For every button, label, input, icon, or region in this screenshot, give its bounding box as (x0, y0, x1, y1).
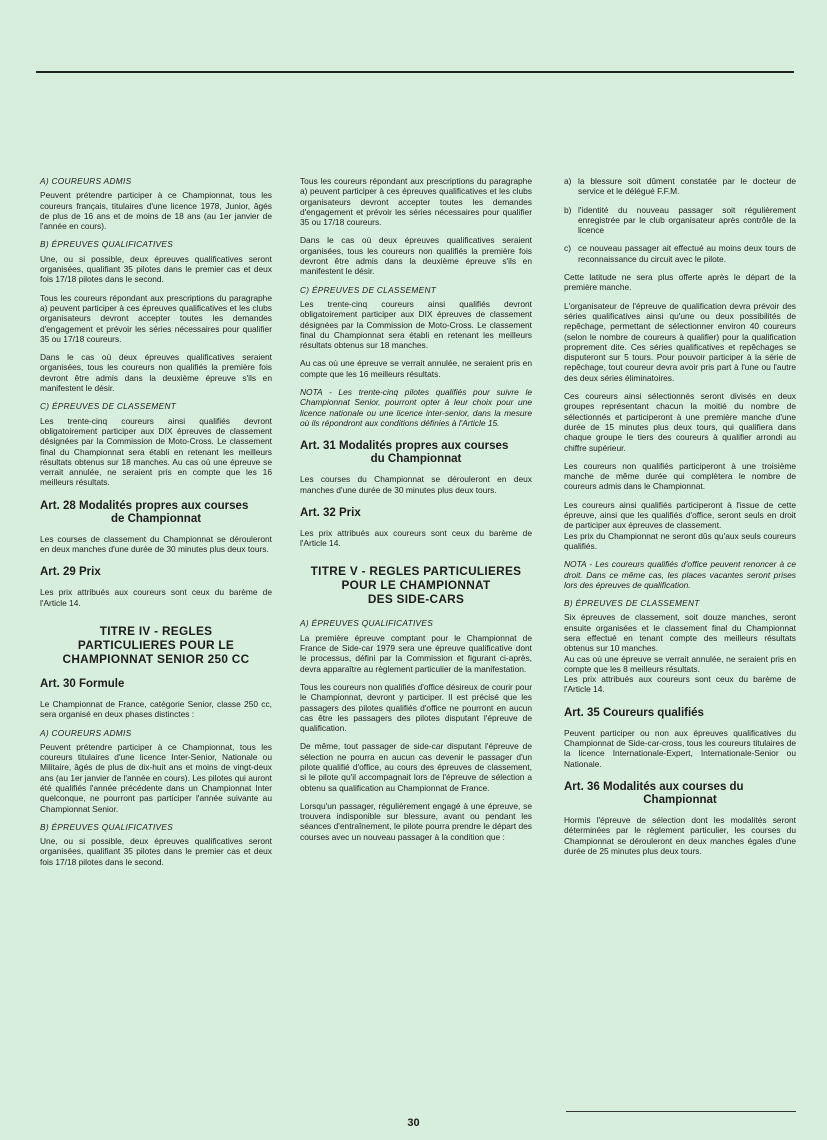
article-heading-line: Championnat (643, 793, 717, 806)
paragraph: Les prix du Championnat ne seront dûs qu'aux seuls coureurs qualifiés. (564, 530, 796, 551)
titre-line: TITRE V - REGLES PARTICULIERES (310, 564, 522, 579)
paragraph: Les trente-cinq coureurs ainsi qualifiés devront obligatoirement participer aux DIX épreuves de classement désignées par la Commission de Moto-Cross. Le classement final du Championnat sera établi en retenant les meilleurs résultats obtenus sur 18 manches. Au cas où une épreuve se verrait annulée, ne seraient pris en compte que les 16 meilleurs résultats. (40, 415, 272, 488)
nota-note: NOTA - Les coureurs qualifiés d'office peuvent renoncer à ce droit. Dans ce même cas, les places vacantes seront prises lors des épreuves de qualification. (564, 559, 796, 590)
paragraph: La première épreuve comptant pour le Championnat de France de Side-car 1979 sera une épreuve qualificative dont le processus, défini par la Commission et figurant ci-après, devra apparaître au règlement particulier de la manifestation. (300, 632, 532, 674)
paragraph: Les courses du Championnat se dérouleront en deux manches d'une durée de 30 minutes plus deux tours. (300, 474, 532, 495)
paragraph: Hormis l'épreuve de sélection dont les modalités seront déterminées par le règlement particulier, les courses du Championnat se dérouleront en deux manches égales d'une durée de 25 minutes plus deux tours. (564, 814, 796, 856)
paragraph: De même, tout passager de side-car disputant l'épreuve de sélection ne pourra en aucun cas devenir le passager d'un pilote qualifié d'office, au cours des épreuves de classement, si le pilote qu'il accompagnait lors de l'épreuve de sélection a obtenu sa qualification au Championnat de France. (300, 741, 532, 793)
page-number: 30 (407, 1117, 420, 1129)
paragraph: Dans le cas où deux épreuves qualificatives seraient organisées, tous les coureurs non qualifiés la première fois devront être admis dans la deuxième épreuve s'ils en manifestent le désir. (300, 235, 532, 277)
paragraph: Six épreuves de classement, soit douze manches, seront ensuite organisées et le classement final du Championnat sera effectué en tenant compte des meilleurs résultats obtenus sur 10 manches. (564, 612, 796, 654)
paragraph: Tous les coureurs répondant aux prescriptions du paragraphe a) peuvent participer à ces épreuves qualificatives et les clubs organisateurs devront accepter toutes les demandes d'engagement et prévoir les séries nécessaires pour qualifier 35 ou 17/18 coureurs. (40, 292, 272, 344)
paragraph: Les coureurs ainsi qualifiés participeront à l'issue de cette épreuve, ainsi que les qualifiés d'office, seront seuls en droit de participer aux épreuves de classement. (564, 499, 796, 531)
paragraph: Les trente-cinq coureurs ainsi qualifiés devront obligatoirement participer aux DIX épreuves de classement désignées par la Commission de Moto-Cross. Le classement final du Championnat sera établi en retenant les meilleurs résultats obtenus sur 18 manches. (300, 298, 532, 351)
paragraph: Les coureurs non qualifiés participeront à une troisième manche de même durée qui complètera le nombre de coureurs admis dans le Championnat. (564, 460, 796, 492)
article-28-heading (40, 500, 272, 526)
list-marker: c) (564, 243, 571, 254)
paragraph: Au cas où une épreuve se verrait annulée, ne seraient pris en compte que les 8 meilleurs résultats. (564, 653, 796, 674)
paragraph: Peuvent prétendre participer à ce Championnat, tous les coureurs français, titulaires d'une licence 1978, Junior, âgés de plus de 16 ans et de moins de 18 ans (au 1er janvier de l'année en cours). (40, 190, 272, 232)
paragraph: Ces coureurs ainsi sélectionnés seront divisés en deux groupes représentant chacun la moitié du nombre de sélectionnés et participeront à une première manche d'une durée de 15 minutes plus deux tours, qui qualifiera dans chaque groupe le tiers des coureurs à qualifier arrondi au chiffre supérieur. (564, 391, 796, 453)
paragraph: Les prix attribués aux coureurs sont ceux du barème de l'Article 14. (300, 527, 532, 549)
section-title: B) ÉPREUVES DE CLASSEMENT (564, 598, 700, 609)
bottom-rule (566, 1111, 796, 1112)
paragraph: Une, ou si possible, deux épreuves qualificatives seront organisées, qualifiant 35 pilotes dans le premier cas et deux fois 17/18 pilotes dans le second. (40, 836, 272, 867)
column-3 (564, 176, 796, 864)
paragraph: Dans le cas où deux épreuves qualificatives seraient organisées, tous les coureurs non qualifiés la première fois devront être admis dans la deuxième épreuve s'ils en manifestent le désir. (40, 352, 272, 394)
top-rule (36, 71, 794, 73)
paragraph: Au cas où une épreuve se verrait annulée, ne seraient pris en compte que les 16 meilleurs résultats. (300, 358, 532, 379)
list-marker: a) (564, 176, 572, 186)
section-title: C) ÉPREUVES DE CLASSEMENT (40, 401, 177, 412)
column-1 (40, 176, 272, 875)
column-2 (300, 176, 532, 850)
section-title: A) ÉPREUVES QUALIFICATIVES (300, 618, 434, 629)
paragraph: Le Championnat de France, catégorie Senior, classe 250 cc, sera organisé en deux phases distinctes : (40, 698, 272, 720)
article-heading-line: Art. 31 Modalités propres aux courses (300, 440, 509, 453)
list-item (564, 176, 796, 197)
article-29-heading: Art. 29 Prix (40, 566, 101, 579)
section-title: B) ÉPREUVES QUALIFICATIVES (40, 239, 174, 250)
section-title: A) COUREURS ADMIS (40, 176, 132, 186)
article-heading-line: Art. 36 Modalités aux courses du (564, 780, 744, 793)
titre-v-heading (300, 564, 532, 606)
article-heading-line: Art. 28 Modalités propres aux courses (40, 499, 249, 512)
paragraph: Les prix attribués aux coureurs sont ceux du barème de l'Article 14. (40, 587, 272, 608)
article-heading-line: du Championnat (370, 453, 462, 466)
section-title: C) ÉPREUVES DE CLASSEMENT (300, 284, 437, 295)
titre-line: DES SIDE-CARS (367, 592, 465, 607)
article-30-heading: Art. 30 Formule (40, 677, 125, 690)
paragraph: Peuvent prétendre participer à ce Championnat, tous les coureurs titulaires d'une licence Inter-Senior, Nationale ou Militaire, âgés de plus de dix-huit ans et moins de vingt-deux ans (au 1er janvier de l'année en cours). Les pilotes qui auront été qualifiés l'année précédente dans un Championnat Inter quelconque, ne pourront pas participer l'année suivante au Championnat Senior. (40, 741, 272, 814)
article-32-heading: Art. 32 Prix (300, 506, 361, 519)
list-item (564, 243, 796, 264)
list-item (564, 205, 796, 236)
list-text: la blessure soit dûment constatée par le docteur de service et le délégué F.F.M. (578, 176, 796, 197)
paragraph: Tous les coureurs non qualifiés d'office désireux de courir pour le Championnat, devront y participer. Il est précisé que les passagers des pilotes qualifiés d'office ne pourront en aucun cas être les passagers des pilotes disputant l'épreuve de qualification. (300, 681, 532, 734)
list-marker: b) (564, 204, 572, 215)
article-35-heading: Art. 35 Coureurs qualifiés (564, 706, 704, 719)
article-36-heading (564, 781, 796, 807)
paragraph: Peuvent participer ou non aux épreuves qualificatives du Championnat de Side-car-cross, tous les coureurs titulaires de la licence Internationale-Expert, Internationale-Senior ou Nationale. (564, 727, 796, 769)
paragraph: Une, ou si possible, deux épreuves qualificatives seront organisées, qualifiant 35 pilotes dans le premier cas et deux fois 17/18 pilotes dans le second. (40, 253, 272, 285)
titre-iv-heading (40, 624, 272, 666)
titre-line: PARTICULIERES POUR LE (77, 637, 235, 652)
paragraph: Tous les coureurs répondant aux prescriptions du paragraphe a) peuvent participer à ces épreuves qualificatives et les clubs organisateurs devront accepter toutes les demandes d'engagement et prévoir les séries nécessaires pour qualifier 35 ou 17/18 coureurs. (300, 176, 532, 228)
list-text: l'identité du nouveau passager soit régulièrement enregistrée par le club organisateur après contrôle de la licence (578, 204, 796, 236)
section-title: B) ÉPREUVES QUALIFICATIVES (40, 821, 174, 832)
titre-line: CHAMPIONNAT SENIOR 250 CC (62, 651, 250, 666)
paragraph: Lorsqu'un passager, régulièrement engagé à une épreuve, se trouvera indisponible sur blessure, avant ou pendant les séances d'entraînement, le pilote pourra prendre le départ des courses avec un nouveau passager à la condition que : (300, 800, 532, 842)
paragraph: Cette latitude ne sera plus offerte après le départ de la première manche. (564, 272, 796, 293)
list-text: ce nouveau passager ait effectué au moins deux tours de reconnaissance du circuit avec le pilote. (578, 243, 796, 264)
titre-line: POUR LE CHAMPIONNAT (341, 578, 491, 593)
section-title: A) COUREURS ADMIS (40, 727, 132, 738)
article-heading-line: de Championnat (110, 512, 202, 525)
paragraph: L'organisateur de l'épreuve de qualification devra prévoir des séries qualificatives ainsi qu'une ou deux possibilités de repêchage, permettant de sélectionner environ 40 coureurs (selon le nombre de coureurs à qualifier) pour la qualification proprement dite. Ces séries qualificatives et repêchages se disputeront sur 5 tours. Pour pouvoir participer à la série de repêchage, tout coureur devra avoir pris part à l'une ou l'autre des deux séries éliminatoires. (564, 300, 796, 383)
titre-line: TITRE IV - REGLES (99, 623, 213, 638)
paragraph: Les prix attribués aux coureurs sont ceux du barème de l'Article 14. (564, 674, 796, 695)
nota-note: NOTA - Les trente-cinq pilotes qualifiés pour suivre le Championnat Senior, pourront opter à leur choix pour une licence nationale ou une licence inter-senior, dans la mesure où ils répondront aux conditions définies à l'Article 15. (300, 387, 532, 428)
article-31-heading (300, 440, 532, 466)
paragraph: Les courses de classement du Championnat se dérouleront en deux manches d'une durée de 30 minutes plus deux tours. (40, 533, 272, 555)
